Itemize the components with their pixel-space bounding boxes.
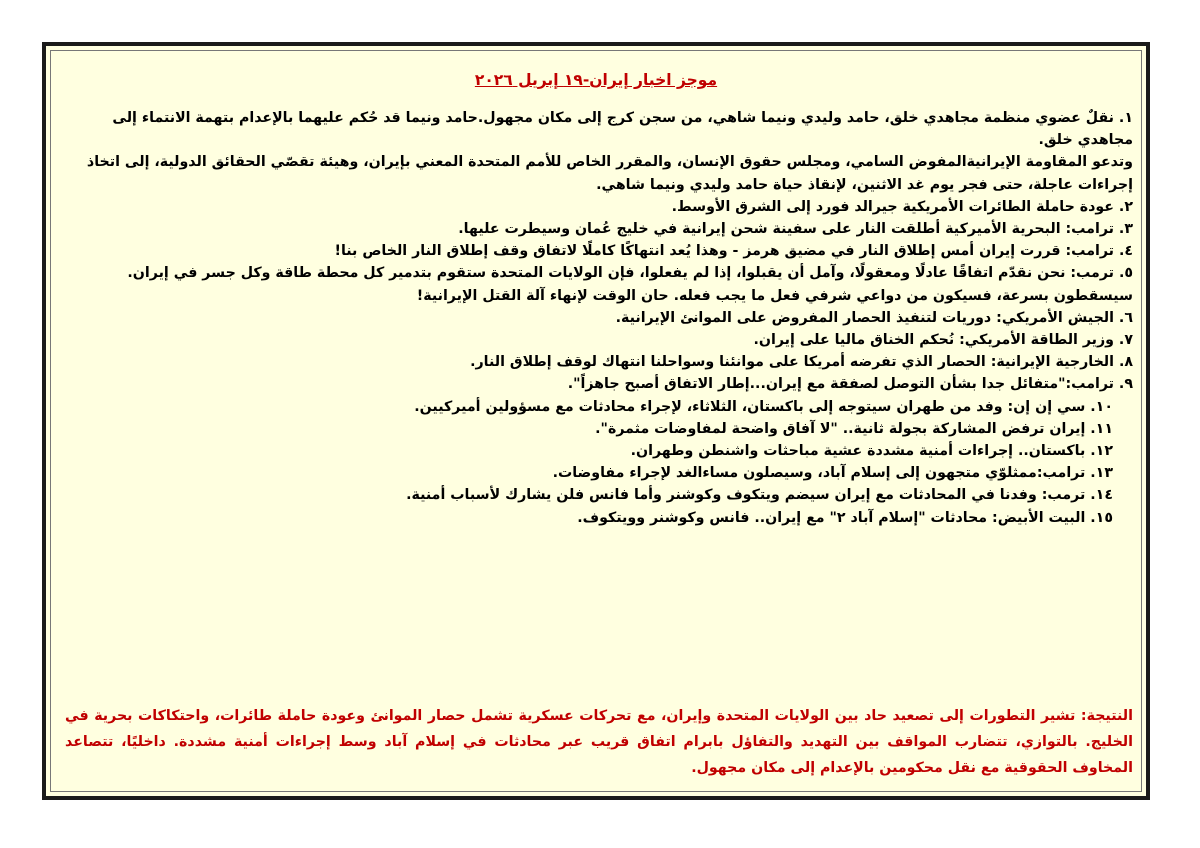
news-item-5: ٥. ترمب: نحن نقدّم اتفاقًا عادلًا ومعقولًا، وآمل أن يقبلوا، إذا لم يفعلوا، فإن الولايات المتحدة ستقوم بتدمير كل محطة طاقة وكل جسر في إيران. سيسقطون بسرعة، فسيكون من دواعي شرفي فعل ما يجب فعله. حان الوقت لإنهاء آلة القتل الإيرانية!	[127, 265, 1133, 304]
news-item-1-appeal: وتدعو المقاومة الإيرانيةالمفوض السامي، ومجلس حقوق الإنسان، والمقرر الخاص للأمم المتحدة المعني بإيران، وهيئة تقصّي الحقائق الدولية، إلى اتخاذ إجراءات عاجلة، حتى فجر يوم غد الاثنين، لإنقاذ حياة حامد وليدي ونيما شاهي.	[86, 154, 1133, 193]
news-item-4: ٤. ترامب: قررت إيران أمس إطلاق النار في مضيق هرمز - وهذا يُعد انتهاكًا كاملًا لاتفاق وقف إطلاق النار الخاص بنا!	[334, 243, 1133, 260]
news-item-13: ١٣. ترامب:ممثلوّي متجهون إلى إسلام آباد، وسيصلون مساءالغد لإجراء مفاوضات.	[552, 465, 1113, 482]
news-item-1: ١. نقلٌ عضوي منظمة مجاهدي خلق، حامد وليدي ونيما شاهي، من سجن كرج إلى مكان مجهول.حامد ونيما قد حُكم عليهما بالإعدام بتهمة الانتماء إلى مجاهدي خلق.	[112, 110, 1133, 149]
inner-border	[50, 50, 1142, 792]
news-item-8: ٨. الخارجية الإيرانية: الحصار الذي تفرضه أمريكا على موانئنا وسواحلنا انتهاك لوقف إطلاق النار.	[470, 354, 1133, 371]
news-frame	[42, 42, 1150, 800]
news-item-14: ١٤. ترمب: وفدنا في المحادثات مع إيران سيضم ويتكوف وكوشنر وأما فانس فلن يشارك لأسباب أمنية.	[406, 487, 1113, 504]
news-item-9: ٩. ترامب:"متفائل جدا بشأن التوصل لصفقة مع إيران...إطار الاتفاق أصبح جاهزاً".	[567, 376, 1133, 393]
conclusion-paragraph: النتيجة: تشير التطورات إلى تصعيد حاد بين الولايات المتحدة وإيران، مع تحركات عسكرية تشمل حصار الموانئ وعودة حاملة طائرات، واحتكاكات بحرية في الخليج. بالتوازي، تتضارب المواقف بين التهديد والتفاؤل بابرام اتفاق قريب عبر محادثات في إسلام آباد وسط إجراءات أمنية مشددة. داخليًا، تتصاعد المخاوف الحقوقية مع نقل محكومين بالإعدام إلى مكان مجهول.	[65, 708, 1133, 776]
news-item-6: ٦. الجيش الأمريكي: دوريات لتنفيذ الحصار المفروض على الموانئ الإيرانية.	[615, 309, 1133, 326]
news-item-3: ٣. ترامب: البحرية الأميركية أطلقت النار على سفينة شحن إيرانية في خليج عُمان وسيطرت عليها.	[458, 221, 1133, 238]
news-item-10: ١٠. سي إن إن: وفد من طهران سيتوجه إلى باكستان، الثلاثاء، لإجراء محادثات مع مسؤولين أميركيين.	[414, 398, 1113, 415]
page-title: موجز اخبار إيران-١٩ إبريل ٢٠٢٦	[474, 71, 718, 89]
news-item-11: ١١. إيران ترفض المشاركة بجولة ثانية.. "لا آفاق واضحة لمفاوضات مثمرة".	[595, 420, 1113, 437]
news-item-12: ١٢. باكستان.. إجراءات أمنية مشددة عشية مباحثات واشنطن وطهران.	[630, 443, 1113, 460]
news-item-15: ١٥. البيت الأبيض: محادثات "إسلام آباد ٢" مع إيران.. فانس وكوشنر وويتكوف.	[577, 509, 1113, 526]
news-item-2: ٢. عودة حاملة الطائرات الأمريكية جيرالد فورد إلى الشرق الأوسط.	[671, 198, 1133, 215]
news-list	[65, 107, 1133, 529]
news-item-7: ٧. وزير الطاقة الأمريكي: نُحكم الخناق ماليا على إيران.	[753, 332, 1133, 349]
